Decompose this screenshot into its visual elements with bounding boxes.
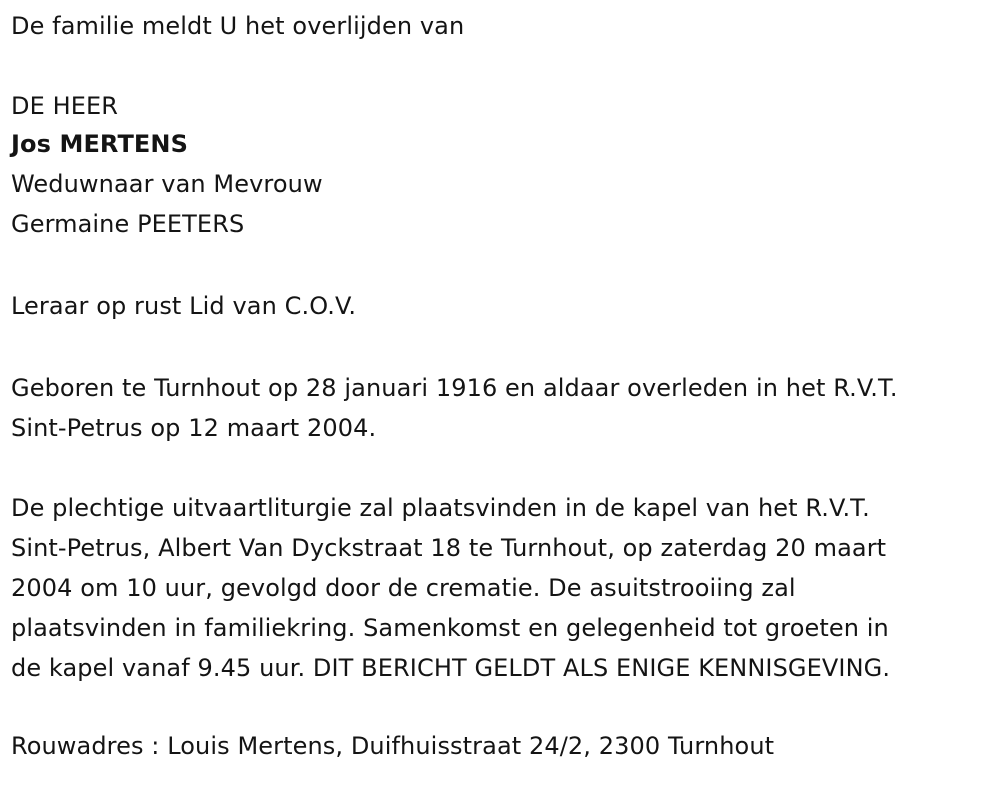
death-notice: [11, 8, 991, 764]
paragraph-line: De plechtige uitvaartliturgie zal plaatsvinden in de kapel van het R.V.T.: [11, 494, 870, 522]
ceremony-paragraph: [11, 488, 991, 688]
spacer: [11, 324, 991, 368]
spouse-line-1: Weduwnaar van Mevrouw: [11, 170, 323, 198]
spacer: [11, 688, 991, 728]
mourning-address: Rouwadres : Louis Mertens, Duifhuisstraat 24/2, 2300 Turnhout: [11, 732, 775, 760]
intro-text: De familie meldt U het overlijden van: [11, 12, 465, 40]
honorific-title: DE HEER: [11, 92, 119, 120]
paragraph-line: de kapel vanaf 9.45 uur. DIT BERICHT GELDT ALS ENIGE KENNISGEVING.: [11, 654, 891, 682]
paragraph-line: Sint-Petrus op 12 maart 2004.: [11, 414, 377, 442]
spouse-line-2: Germaine PEETERS: [11, 210, 245, 238]
paragraph-line: Sint-Petrus, Albert Van Dyckstraat 18 te Turnhout, op zaterdag 20 maart: [11, 534, 887, 562]
spacer: [11, 448, 991, 488]
birth-death-paragraph: [11, 368, 991, 448]
paragraph-line: 2004 om 10 uur, gevolgd door de crematie. De asuitstrooiing zal: [11, 574, 796, 602]
spacer: [11, 244, 991, 288]
deceased-name: Jos MERTENS: [11, 130, 188, 158]
occupation-text: Leraar op rust Lid van C.O.V.: [11, 292, 357, 320]
paragraph-line: Geboren te Turnhout op 28 januari 1916 en aldaar overleden in het R.V.T.: [11, 374, 898, 402]
spacer: [11, 44, 991, 88]
paragraph-line: plaatsvinden in familiekring. Samenkomst en gelegenheid tot groeten in: [11, 614, 889, 642]
